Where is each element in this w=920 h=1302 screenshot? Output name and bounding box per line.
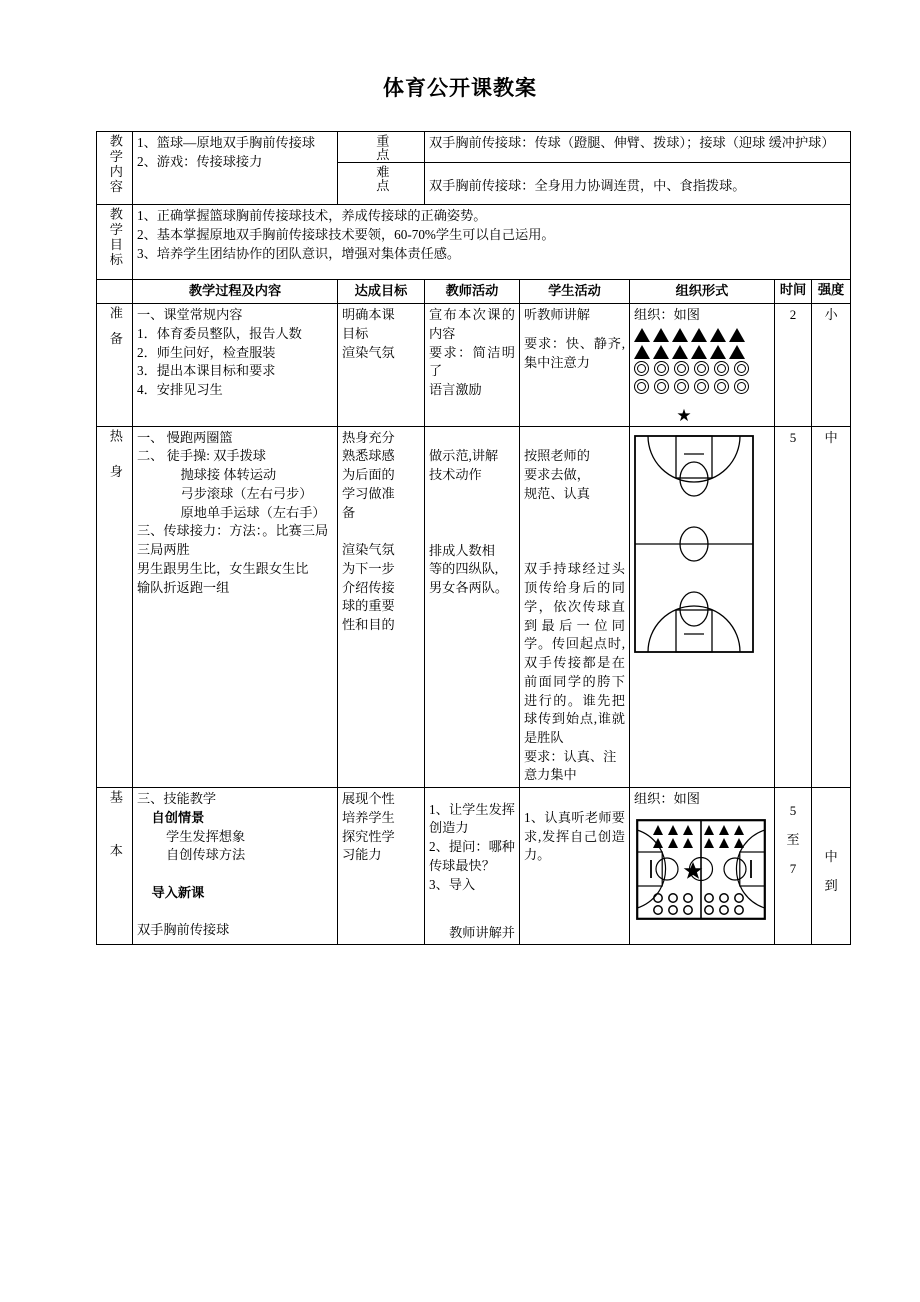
triangle-marker	[729, 328, 745, 342]
circle-marker	[674, 379, 689, 394]
process-line: 三、技能教学	[137, 791, 217, 807]
triangle-marker	[691, 328, 707, 342]
goal-line: 渲染气氛	[342, 344, 395, 360]
circle-marker	[714, 361, 729, 376]
header-stage	[97, 280, 133, 304]
process-cell-main	[133, 788, 338, 945]
teacher-line: 教师讲解并	[449, 924, 515, 940]
circle-marker	[634, 361, 649, 376]
process-line: 3．提出本课目标和要求	[137, 363, 276, 379]
stage-label-preparation: 准备	[97, 304, 133, 427]
teacher-line: 1、让学生发挥创造力	[429, 801, 515, 836]
student-line: 要求：快、静齐,集中注意力	[524, 336, 625, 371]
triangle-marker	[672, 328, 688, 342]
process-line: 输队折返跑一组	[137, 579, 230, 595]
formation-triangle-row	[634, 344, 770, 359]
goal-line: 性和目的	[342, 617, 395, 633]
goal-line: 热身充分	[342, 429, 395, 445]
student-cell-warmup	[520, 426, 630, 788]
triangle-marker	[634, 328, 650, 342]
header-organization: 组织形式	[630, 280, 775, 304]
court-vertical-svg	[634, 435, 754, 653]
goal-line: 明确本课	[342, 307, 395, 323]
student-line: 双手持球经过头顶传给身后的同学，依次传球直到最后一位同学。传回起点时,双手传接都是在前面同学的胯下进行的。谁先把球传到始点,谁就是胜队	[524, 561, 625, 745]
intensity-cell-main	[812, 788, 851, 945]
lesson-plan-table	[96, 131, 851, 945]
student-line: 要求去做，	[524, 467, 590, 483]
time-line: 5	[789, 803, 797, 819]
circle-marker	[694, 361, 709, 376]
organization-label: 组织：如图	[634, 307, 700, 323]
page-title: 体育公开课教案	[383, 77, 537, 100]
teacher-line: 要求：简洁明了	[429, 344, 515, 379]
process-line: 一、 慢跑两圈篮	[137, 429, 233, 445]
difficult-point-label-cell: 难点	[338, 163, 425, 205]
circle-marker	[714, 379, 729, 394]
student-line: 要求：认真、注意力集中	[524, 748, 617, 783]
goal-line: 球的重要	[342, 598, 395, 614]
process-line: 男生跟男生比，女生跟女生比	[137, 560, 309, 576]
process-cell-preparation	[133, 304, 338, 427]
key-point-label-cell: 重点	[338, 132, 425, 163]
objective-1: 1、正确掌握篮球胸前传接球技术，养成传接球的正确姿势。	[137, 208, 487, 224]
teacher-line: 男女各两队。	[429, 580, 509, 596]
process-line: 三、传球接力：方法：。比赛三局 三局两胜	[137, 523, 329, 558]
difficult-point-text-cell: 双手胸前传接球：全身用力协调连贯，中、食指拨球。	[425, 163, 851, 205]
process-line: 双手胸前传接球	[137, 922, 230, 938]
time-cell-warmup: 5	[775, 426, 812, 788]
student-line: 规范、认真	[524, 485, 590, 501]
process-line: 导入新课	[151, 884, 205, 900]
stage-label-main: 基本	[97, 788, 133, 945]
content-item-1: 1、篮球—原地双手胸前传接球	[137, 135, 316, 150]
goal-cell-warmup	[338, 426, 425, 788]
intensity-cell-preparation: 小	[812, 304, 851, 427]
table-header-row	[97, 280, 851, 304]
objectives-cell	[133, 205, 851, 280]
student-line: 听教师讲解	[524, 307, 590, 323]
triangle-marker	[691, 345, 707, 359]
teacher-cell-warmup	[425, 426, 520, 788]
table-row-warmup	[97, 426, 851, 788]
goal-line: 培养学生	[342, 809, 395, 825]
student-cell-main	[520, 788, 630, 945]
triangle-marker	[710, 328, 726, 342]
table-row-main	[97, 788, 851, 945]
goal-line: 渲染气氛	[342, 542, 395, 558]
process-line: 自创情景	[151, 809, 205, 825]
student-line: 1、认真听老师要求,发挥自己创造力。	[524, 809, 625, 863]
basketball-court-vertical-diagram	[634, 429, 770, 659]
header-time: 时间	[775, 280, 812, 304]
process-line: 一、课堂常规内容	[137, 307, 243, 323]
process-line: 自创传球方法	[166, 847, 246, 863]
teacher-star-marker: ★	[676, 405, 692, 425]
teacher-cell-main	[425, 788, 520, 945]
organization-cell-preparation	[630, 304, 775, 427]
goal-cell-preparation	[338, 304, 425, 427]
teacher-line: 3、导入	[429, 876, 476, 892]
header-goal: 达成目标	[338, 280, 425, 304]
student-line: 按照老师的	[524, 448, 590, 464]
process-line: 2．师生问好，检查服装	[137, 344, 276, 360]
organization-cell-warmup	[630, 426, 775, 788]
triangle-marker	[653, 345, 669, 359]
objective-3: 3、培养学生团结协作的团队意识，增强对集体责任感。	[137, 245, 461, 261]
table-row-preparation	[97, 304, 851, 427]
process-line: 二、 徒手操: 双手拨球	[137, 448, 266, 464]
objective-2: 2、基本掌握原地双手胸前传接球技术要领，60-70%学生可以自己运用。	[137, 226, 555, 242]
content-items-cell	[133, 132, 338, 205]
formation-triangle-row	[634, 327, 770, 342]
circle-marker	[674, 361, 689, 376]
goal-line: 习能力	[342, 847, 382, 863]
triangle-marker	[729, 345, 745, 359]
time-line: 7	[789, 860, 797, 876]
teacher-line: 语言激励	[429, 382, 482, 398]
process-line: 弓步滚球（左右弓步）	[180, 485, 313, 501]
header-teacher-activity: 教师活动	[425, 280, 520, 304]
triangle-marker	[672, 345, 688, 359]
teacher-line: 2、提问：哪种传球最快？	[429, 839, 515, 873]
process-line: 原地单手运球（左右手）	[180, 504, 326, 520]
formation-diagram	[634, 327, 770, 424]
process-line: 1．体育委员整队，报告人数	[137, 325, 302, 341]
stage-label-warmup: 热身	[97, 426, 133, 788]
goal-line: 展现个性	[342, 791, 395, 807]
content-item-2: 2、游戏：传接球接力	[137, 153, 263, 169]
teacher-cell-preparation	[425, 304, 520, 427]
key-point-text-cell: 双手胸前传接球：传球（蹬腿、伸臂、拨球）；接球（迎球 缓冲护球）	[425, 132, 851, 163]
teacher-line: 等的四纵队,	[429, 561, 499, 577]
time-cell-preparation: 2	[775, 304, 812, 427]
intensity-line: 中	[824, 849, 838, 865]
student-cell-preparation	[520, 304, 630, 427]
teacher-line: 技术动作	[429, 467, 482, 483]
table-row-content	[97, 132, 851, 163]
teacher-line: 宣布本次课的内容	[429, 307, 515, 341]
time-line: 至	[786, 832, 800, 848]
formation-circle-row	[634, 378, 770, 393]
objective-label-cell: 教学目标	[97, 205, 133, 280]
teacher-line: 做示范,讲解	[429, 448, 499, 464]
process-line: 4．安排见习生	[137, 382, 223, 398]
triangle-marker	[653, 328, 669, 342]
triangle-marker	[710, 345, 726, 359]
goal-line: 介绍传接	[342, 579, 395, 595]
time-cell-main	[775, 788, 812, 945]
circle-marker	[694, 379, 709, 394]
process-line: 学生发挥想象	[166, 828, 246, 844]
goal-line: 备	[342, 504, 356, 520]
intensity-line: 到	[824, 878, 838, 894]
circle-marker	[654, 361, 669, 376]
goal-line: 目标	[342, 325, 369, 341]
header-student-activity: 学生活动	[520, 280, 630, 304]
organization-cell-main	[630, 788, 775, 945]
table-row-objectives	[97, 205, 851, 280]
goal-line: 为下一步	[342, 560, 395, 576]
triangle-marker	[634, 345, 650, 359]
basketball-court-horizontal-diagram	[634, 811, 770, 926]
circle-marker	[654, 379, 669, 394]
content-label-cell: 教学内容	[97, 132, 133, 205]
goal-line: 熟悉球感	[342, 448, 395, 464]
goal-cell-main	[338, 788, 425, 945]
intensity-cell-warmup: 中	[812, 426, 851, 788]
process-cell-warmup	[133, 426, 338, 788]
organization-label: 组织：如图	[634, 791, 700, 807]
circle-marker	[734, 379, 749, 394]
process-line: 抛球接 体转运动	[180, 467, 277, 483]
court-horizontal-svg	[636, 819, 766, 920]
header-intensity: 强度	[812, 280, 851, 304]
goal-line: 学习做准	[342, 485, 395, 501]
teacher-line: 排成人数相	[429, 542, 495, 558]
circle-marker	[634, 379, 649, 394]
goal-line: 探究性学	[342, 828, 395, 844]
formation-circle-row	[634, 361, 770, 376]
goal-line: 为后面的	[342, 467, 395, 483]
circle-marker	[734, 361, 749, 376]
header-process: 教学过程及内容	[133, 280, 338, 304]
